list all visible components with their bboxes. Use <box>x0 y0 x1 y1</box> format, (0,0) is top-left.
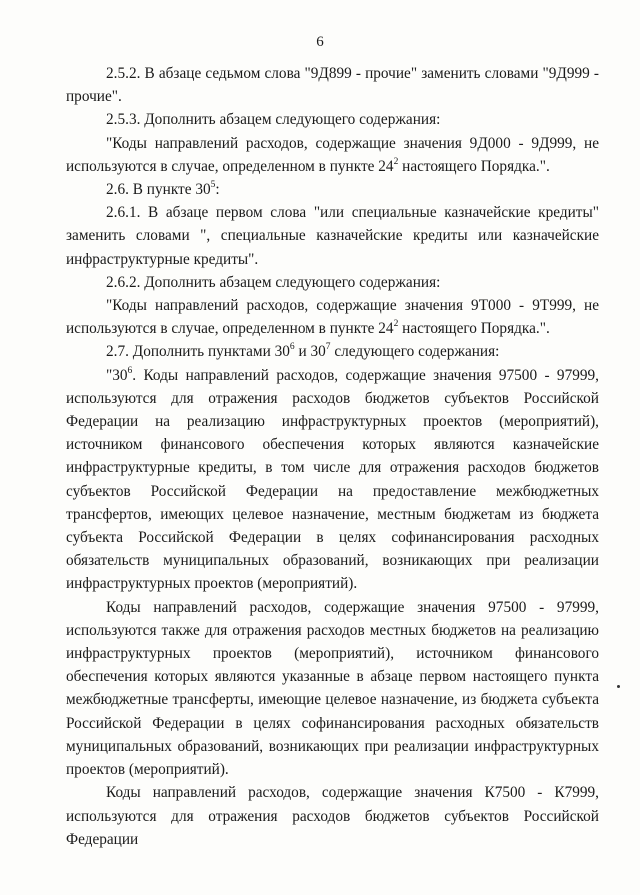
text-run: следующего содержания: <box>330 343 500 361</box>
paragraph-2-5-3-text <box>66 132 599 178</box>
page-number: 6 <box>316 34 324 50</box>
text-run: "Коды направлений расходов, содержащие значения 9Д000 - 9Д999, не используются в случае, определенном в пункте 24 <box>66 134 599 175</box>
text-run: Коды направлений расходов, содержащие значения К7500 - К7999, используются для отражения расходов бюджетов субъектов Российской Федерации <box>66 784 599 848</box>
text-run: настоящего Порядка.". <box>398 320 550 338</box>
document-body <box>66 62 599 851</box>
scan-speck <box>617 685 620 688</box>
paragraph-2-5-2 <box>66 62 599 108</box>
paragraph-2-5-3 <box>66 108 599 131</box>
text-run: 2.6.1. В абзаце первом слова "или специальные казначейские кредиты" заменить словами ", специальные казначейские кредиты или казначейские инфраструктурные кредиты". <box>66 204 599 268</box>
text-run: "Коды направлений расходов, содержащие значения 9Т000 - 9Т999, не используются в случае, определенном в пункте 24 <box>66 297 599 338</box>
superscript: 2 <box>393 319 399 330</box>
paragraph-2-7 <box>66 340 599 363</box>
text-run: настоящего Порядка.". <box>398 157 550 175</box>
paragraph-2-6-2 <box>66 271 599 294</box>
text-run: 2.6. В пункте 30 <box>106 181 211 199</box>
text-run: "30 <box>106 366 128 384</box>
paragraph-2-6 <box>66 178 599 201</box>
superscript: 6 <box>127 365 133 376</box>
superscript: 7 <box>325 342 331 353</box>
paragraph-30-6 <box>66 364 599 596</box>
text-run: : <box>215 181 220 199</box>
text-run: 2.5.2. В абзаце седьмом слова "9Д899 - прочие" заменить словами "9Д999 - прочие". <box>66 65 599 106</box>
superscript: 6 <box>289 342 295 353</box>
paragraph-30-6-third <box>66 781 599 851</box>
paragraph-30-6-second <box>66 596 599 782</box>
text-run: 2.5.3. Дополнить абзацем следующего содержания: <box>106 111 441 129</box>
text-run: 2.7. Дополнить пунктами 30 <box>106 343 290 361</box>
paragraph-2-6-2-text <box>66 294 599 340</box>
text-run: и 30 <box>294 343 326 361</box>
superscript: 2 <box>393 156 399 167</box>
superscript: 5 <box>210 179 216 190</box>
paragraph-2-6-1 <box>66 201 599 271</box>
text-run: 2.6.2. Дополнить абзацем следующего содержания: <box>106 273 441 291</box>
text-run: . Коды направлений расходов, содержащие значения 97500 - 97999, используются для отражения расходов бюджетов субъектов Российской Федерации на реализацию инфраструктурных проектов (мероприятий), источником финансового обеспечения которых являются казначейские инфраструктурные кредиты, в том числе для отражения расходов бюджетов субъектов Российской Федерации на предоставление межбюджетных трансфертов, имеющих целевое назначение, местным бюджетам из бюджета субъекта Российской Федерации в целях софинансирования расходных обязательств муниципальных образований, возникающих при реализации инфраструктурных проектов (мероприятий). <box>66 366 599 593</box>
text-run: Коды направлений расходов, содержащие значения 97500 - 97999, используются также для отражения расходов местных бюджетов на реализацию инфраструктурных проектов (мероприятий), источником финансового обеспечения которых являются указанные в абзаце первом настоящего пункта межбюджетные трансферты, имеющие целевое назначение, из бюджета субъекта Российской Федерации в целях софинансирования расходных обязательств муниципальных образований, возникающих при реализации инфраструктурных проектов (мероприятий). <box>66 598 599 779</box>
